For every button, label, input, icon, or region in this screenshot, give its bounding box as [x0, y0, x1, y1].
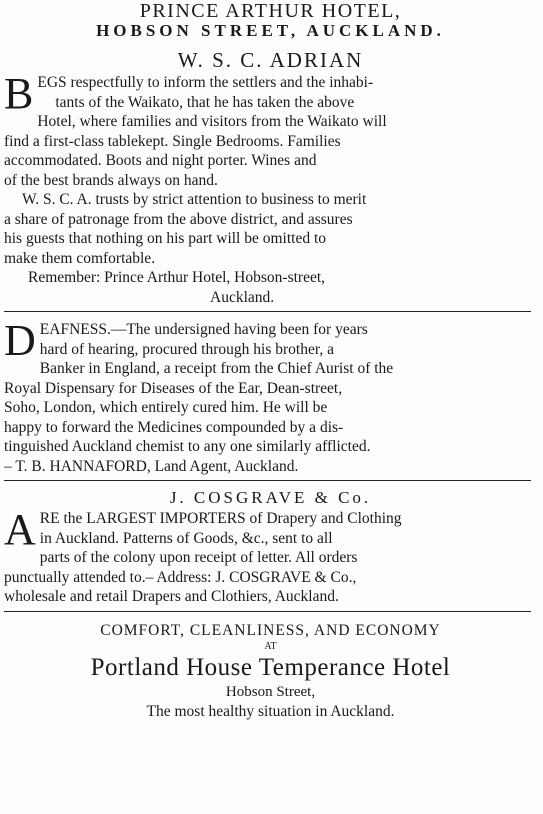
hotel-name: Portland House Temperance Hotel	[90, 653, 451, 681]
ad-headline: COMFORT, CLEANLINESS, AND ECONOMY	[100, 621, 441, 639]
body-line: hard of hearing, procured through his brother, a	[39, 340, 334, 358]
body-line: Hotel, where families and visitors from the Waikato will	[37, 113, 387, 130]
ad-title: PRINCE ARTHUR HOTEL,	[139, 1, 402, 21]
body-line: happy to forward the Medicines compounded by a dis-	[4, 418, 344, 436]
prince-arthur-hotel-ad	[4, 1, 537, 312]
body-line: punctually attended to.– Address: J. COSGRAVE & Co.,	[4, 568, 357, 586]
body-line: EGS respectfully to inform the settlers and the inhabi-	[37, 74, 374, 91]
drop-cap: D	[4, 316, 36, 365]
body-line: find a first-class tablekept. Single Bedrooms. Families	[4, 132, 341, 150]
body-line: of the best brands always on hand.	[4, 171, 218, 189]
body-line: in Auckland. Patterns of Goods, &c., sent to all	[39, 529, 333, 547]
ad-address: HOBSON STREET, AUCKLAND.	[96, 21, 445, 40]
remember-line: Remember: Prince Arthur Hotel, Hobson-street,	[28, 269, 326, 286]
body-line: EAFNESS.—The undersigned having been for years	[39, 321, 368, 338]
cosgrave-drapers-ad	[4, 487, 537, 612]
ad-body	[4, 316, 537, 476]
divider-rule	[4, 611, 531, 612]
body-line: Soho, London, which entirely cured him. He will be	[4, 399, 328, 416]
hotel-street: Hobson Street,	[225, 683, 316, 700]
newspaper-clipping	[0, 1, 543, 814]
body-line: his guests that nothing on his part will be omitted to	[4, 230, 327, 247]
body-line: a share of patronage from the above district, and assures	[4, 210, 353, 228]
hotel-tagline: The most healthy situation in Auckland.	[146, 702, 395, 720]
body-line: tinguished Auckland chemist to any one similarly afflicted.	[4, 438, 371, 455]
proprietor-name: W. S. C. ADRIAN	[177, 48, 364, 72]
drop-cap: B	[4, 69, 34, 118]
portland-house-hotel-ad	[4, 621, 537, 722]
body-line: Banker in England, a receipt from the Chief Aurist of the	[39, 360, 394, 377]
body-line: make them comfortable.	[4, 249, 156, 267]
at-word: AT	[264, 640, 277, 652]
divider-rule	[4, 480, 531, 481]
drop-cap: A	[4, 505, 36, 554]
remember-city: Auckland.	[210, 288, 275, 306]
ad-body	[4, 69, 537, 307]
ad-body	[4, 505, 537, 607]
body-line: Royal Dispensary for Diseases of the Ear, Dean-street,	[4, 379, 343, 397]
body-line: parts of the colony upon receipt of letter. All orders	[39, 549, 358, 566]
body-line: W. S. C. A. trusts by strict attention to business to merit	[22, 191, 367, 208]
body-line: RE the LARGEST IMPORTERS of Drapery and Clothing	[39, 510, 402, 527]
signature-line: – T. B. HANNAFORD, Land Agent, Auckland.	[4, 457, 299, 475]
body-line: wholesale and retail Drapers and Clothiers, Auckland.	[4, 588, 339, 605]
divider-rule	[4, 311, 531, 312]
firm-name: J. COSGRAVE & Co.	[169, 488, 372, 507]
body-line: tants of the Waikato, that he has taken the above	[55, 93, 355, 111]
deafness-notice-ad	[4, 316, 537, 481]
body-line: accommodated. Boots and night porter. Wines and	[4, 152, 317, 169]
